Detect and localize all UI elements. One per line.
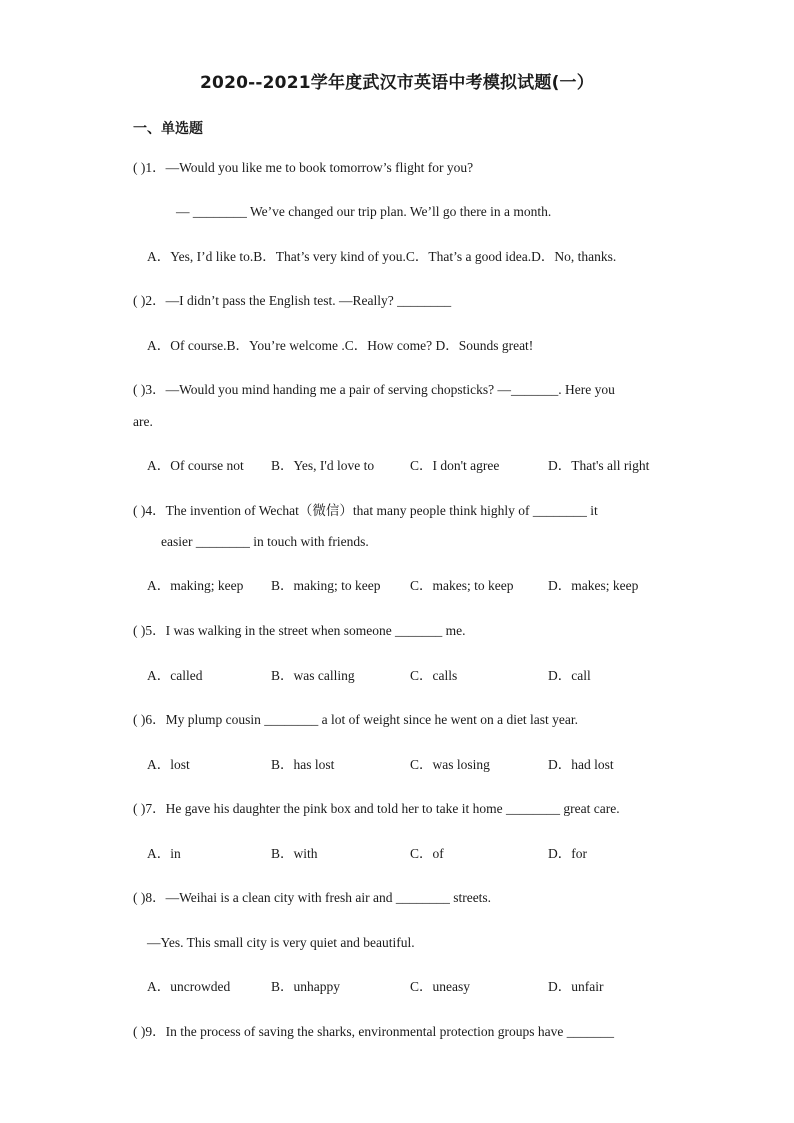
question-8-option-c: C．uneasy xyxy=(410,979,470,994)
question-3-option-b: B．Yes, I'd love to xyxy=(271,458,375,473)
question-5-option-c: C．calls xyxy=(410,668,458,683)
question-1-options: A．Yes, I’d like to.B．That’s very kind of you.C．That’s a good idea.D．No, thanks. xyxy=(147,249,617,264)
question-7-option-b: B．with xyxy=(271,846,318,861)
question-5-option-b: B．was calling xyxy=(271,668,355,683)
question-3-option-c: C．I don't agree xyxy=(410,458,500,473)
question-6-option-c: C．was losing xyxy=(410,757,490,772)
question-8-option-b: B．unhappy xyxy=(271,979,340,994)
question-2-stem: ( )2．—I didn’t pass the English test. —Really? ________ xyxy=(133,293,452,308)
question-6-option-a: A．lost xyxy=(147,757,190,772)
section-heading: 一、单选题 xyxy=(133,121,203,137)
question-8-stem-continued: —Yes. This small city is very quiet and beautiful. xyxy=(147,935,415,950)
question-6-option-b: B．has lost xyxy=(271,757,335,772)
question-6-stem: ( )6．My plump cousin ________ a lot of weight since he went on a diet last year. xyxy=(133,712,579,727)
question-8-stem: ( )8．—Weihai is a clean city with fresh air and ________ streets. xyxy=(133,890,492,905)
question-3-stem-continued: are. xyxy=(133,414,153,429)
question-7-stem: ( )7．He gave his daughter the pink box and told her to take it home ________ great care. xyxy=(133,801,620,816)
question-3-stem: ( )3．—Would you mind handing me a pair of serving chopsticks? —_______. Here you xyxy=(133,382,615,397)
question-7-option-c: C．of xyxy=(410,846,444,861)
question-1-stem: ( )1．—Would you like me to book tomorrow’s flight for you? xyxy=(133,160,474,175)
question-5-option-a: A．called xyxy=(147,668,203,683)
page-title: 2020--2021学年度武汉市英语中考模拟试题(一） xyxy=(200,73,594,93)
question-2-options: A．Of course.B．You’re welcome .C．How come? D．Sounds great! xyxy=(147,338,534,353)
question-4-option-d: D．makes; keep xyxy=(548,578,639,593)
question-3-option-d: D．That's all right xyxy=(548,458,650,473)
question-9-stem: ( )9．In the process of saving the sharks, environmental protection groups have _______ xyxy=(133,1024,615,1039)
question-4-option-a: A．making; keep xyxy=(147,578,244,593)
question-5-option-d: D．call xyxy=(548,668,591,683)
question-7-option-a: A．in xyxy=(147,846,181,861)
question-3-option-a: A．Of course not xyxy=(147,458,244,473)
question-8-option-d: D．unfair xyxy=(548,979,604,994)
question-1-stem-continued: — ________ We’ve changed our trip plan. We’ll go there in a month. xyxy=(176,204,552,219)
question-7-option-d: D．for xyxy=(548,846,587,861)
question-8-option-a: A．uncrowded xyxy=(147,979,231,994)
question-4-stem-continued: easier ________ in touch with friends. xyxy=(161,534,369,549)
question-5-stem: ( )5．I was walking in the street when someone _______ me. xyxy=(133,623,466,638)
question-4-stem: ( )4．The invention of Wechat（微信）that many people think highly of ________ it xyxy=(133,503,598,518)
question-4-option-b: B．making; to keep xyxy=(271,578,381,593)
question-6-option-d: D．had lost xyxy=(548,757,614,772)
question-4-option-c: C．makes; to keep xyxy=(410,578,514,593)
